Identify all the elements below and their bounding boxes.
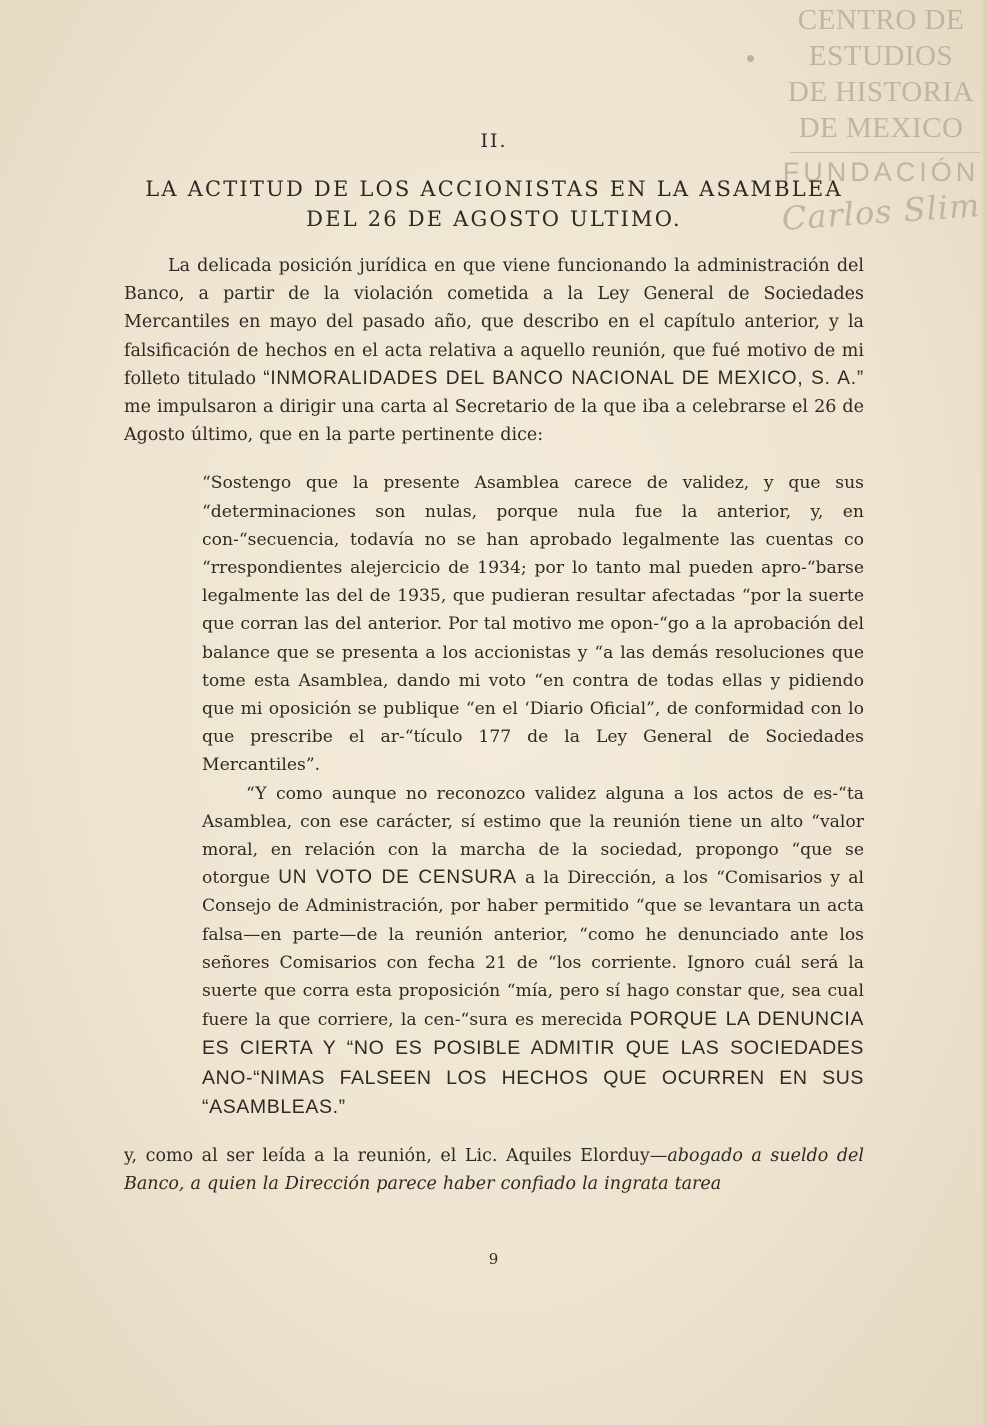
paper-speck	[747, 55, 754, 62]
chapter-title-line-1: LA ACTITUD DE LOS ACCIONISTAS EN LA ASAMBLEA	[145, 177, 843, 201]
quote-paragraph-1: “Sostengo que la presente Asamblea carece de validez, y que sus “determinaciones son nulas, porque nula fue la anterior, y, en con-“secuencia, todavía no se han aprobado legalmente las cuentas co “rrespondientes alejercicio de 1934; por lo tanto mal pueden apro-“barse legalmente las del de 1935, que pudieran resultar afectadas “por la suerte que corran las del anterior. Por tal motivo me opon-“go a la aprobación del balance que se presenta a los accionistas y “a las demás resoluciones que tome esta Asamblea, dando mi voto “en contra de todas ellas y pidiendo que mi oposición se publique “en el ‘Diario Oficial”, de conformidad con lo que prescribe el ar-“tículo 177 de la Ley General de Sociedades Mercantiles”.	[202, 473, 864, 776]
letter-quote	[202, 469, 864, 1122]
pamphlet-title: “INMORALIDADES DEL BANCO NACIONAL DE MEXICO, S. A.”	[263, 367, 864, 389]
watermark-line-1: CENTRO DE	[797, 4, 965, 36]
chapter-title-line-2: DEL 26 DE AGOSTO ULTIMO.	[306, 207, 682, 231]
page-number: 9	[488, 1250, 499, 1268]
watermark-line-4: DE MEXICO	[798, 112, 964, 144]
quote-2-mid: a la Dirección, a los “Comisarios y al Consejo de Administración, por haber permitido “que se levantara un acta falsa—en parte—de la reunión anterior, “como he denunciado ante los señores Comisarios con fecha 21 de “los corriente. Ignoro cuál será la suerte que corra esta proposición “mía, pero sí hago constar que, sea cual fuere la que corriere, la cen-“sura es merecida	[202, 868, 864, 1031]
watermark-line-2: ESTUDIOS	[808, 40, 954, 72]
intro-paragraph	[124, 252, 864, 449]
quote-2-emphasis: PORQUE LA DENUNCIA ES CIERTA Y “NO ES POSIBLE ADMITIR QUE LAS SOCIEDADES ANO-“NIMAS FALSEEN LOS HECHOS QUE OCURREN EN SUS “ASAMBLEAS.”	[202, 1008, 865, 1118]
page-content	[124, 130, 864, 1199]
watermark-signature: Carlos Slim	[780, 186, 982, 238]
closing-italic: —abogado a sueldo del Banco, a quien la Dirección parece haber confiado la ingrata tarea	[124, 1146, 864, 1195]
intro-text: La delicada posición jurídica en que viene funcionando la administración del Banco, a partir de la violación cometida a la Ley General de Sociedades Mercantiles en mayo del pasado año, que describo en el capítulo anterior, y la falsificación de hechos en el acta relativa a aquello reunión, que fué motivo de mi folleto titulado	[124, 256, 864, 389]
quote-2-start: “Y como aunque no reconozco validez alguna a los actos de es-“ta Asamblea, con ese carácter, sí estimo que la reunión tiene un alto “valor moral, en relación con la marcha de la sociedad, propongo “que se otorgue	[202, 783, 864, 889]
quote-paragraph-2	[202, 780, 864, 1122]
censure-vote: UN VOTO DE CENSURA	[278, 867, 517, 889]
chapter-title	[124, 174, 864, 234]
intro-text-end: me impulsaron a dirigir una carta al Secretario de la que iba a celebrarse el 26 de Agosto último, que en la parte pertinente dice:	[124, 397, 864, 446]
watermark-line-3: DE HISTORIA	[787, 76, 975, 108]
chapter-number: II.	[480, 130, 508, 152]
closing-text: y, como al ser leída a la reunión, el Lic. Aquiles Elorduy	[124, 1146, 650, 1167]
closing-paragraph	[124, 1142, 864, 1198]
page-edge	[981, 0, 987, 1425]
watermark-foundation: FUNDACIÓN	[782, 157, 980, 187]
